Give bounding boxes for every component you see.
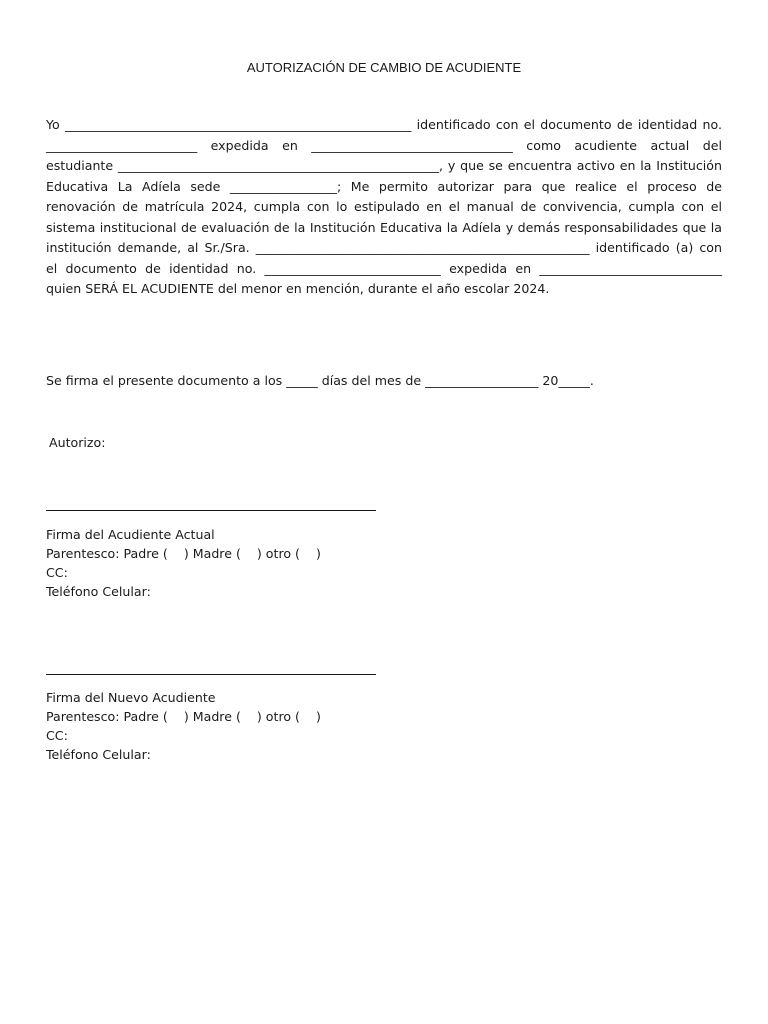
current-guardian-phone-label: Teléfono Celular:: [46, 584, 151, 599]
new-guardian-signature-label: Firma del Nuevo Acudiente: [46, 690, 216, 705]
new-guardian-id-label: CC:: [46, 728, 68, 743]
authorize-label: Autorizo:: [49, 435, 106, 450]
current-guardian-signature-line: [46, 510, 376, 511]
new-guardian-phone-label: Teléfono Celular:: [46, 747, 151, 762]
current-guardian-id-label: CC:: [46, 565, 68, 580]
current-guardian-relationship: Parentesco: Padre ( ) Madre ( ) otro ( ): [46, 546, 321, 561]
new-guardian-relationship: Parentesco: Padre ( ) Madre ( ) otro ( ): [46, 709, 321, 724]
sign-date-line: Se firma el presente documento a los _____ días del mes de __________________ 20_____.: [46, 373, 594, 388]
document-title: AUTORIZACIÓN DE CAMBIO DE ACUDIENTE: [246, 60, 522, 75]
new-guardian-signature-line: [46, 674, 376, 675]
current-guardian-signature-label: Firma del Acudiente Actual: [46, 527, 215, 542]
authorization-paragraph-text: Yo _______________________________________________________ identificado con el documento de identidad no. ________________________ expedida en ________________________________ como acudiente actual del estudiante ___________________________________________________, y que se encuentra activo en la Institución Educativa La Adíela sede _________________; Me permito autorizar para que realice el proceso de renovación de matrícula 2024, cumpla con lo estipulado en el manual de convivencia, cumpla con el sistema institucional de evaluación de la Institución Educativa la Adíela y demás responsabilidades que la institución demande, al Sr./Sra. _____________________________________________________ identificado (a) con el documento de identidad no. ____________________________ expedida en _____________________________ quien SERÁ EL ACUDIENTE del menor en mención, durante el año escolar 2024.: [46, 117, 722, 296]
authorization-paragraph: [46, 115, 722, 300]
